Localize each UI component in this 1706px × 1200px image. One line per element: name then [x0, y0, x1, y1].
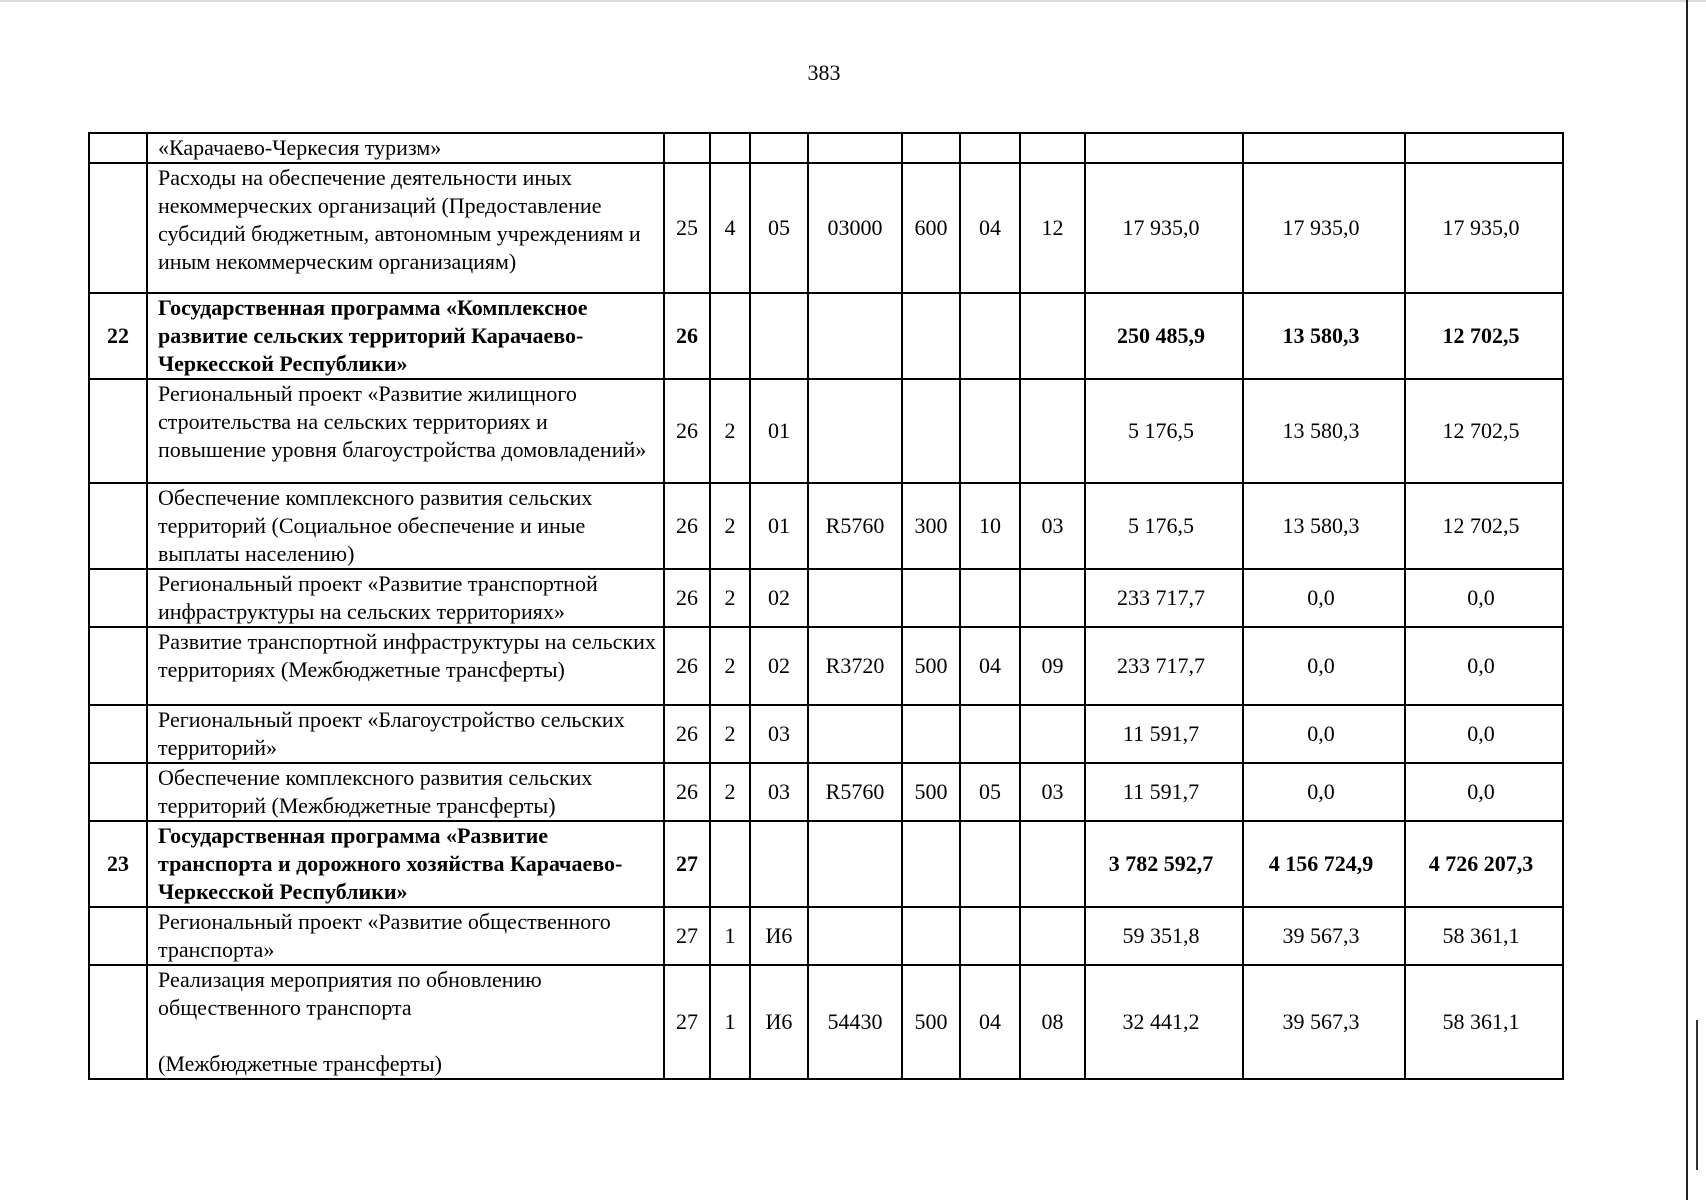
cell-v1: 59 351,8	[1085, 907, 1243, 965]
scan-edge-right	[1686, 0, 1688, 1200]
cell-c1: 26	[664, 379, 710, 483]
cell-v3: 0,0	[1405, 763, 1563, 821]
cell-c7	[1020, 133, 1085, 163]
table-row	[89, 133, 1563, 163]
cell-c1: 27	[664, 907, 710, 965]
cell-v1: 233 717,7	[1085, 569, 1243, 627]
page-number: 383	[807, 60, 841, 85]
cell-no	[89, 379, 147, 483]
cell-no	[89, 569, 147, 627]
cell-v1: 32 441,2	[1085, 965, 1243, 1079]
cell-c2: 2	[710, 483, 750, 569]
cell-c6: 10	[960, 483, 1020, 569]
cell-v3: 4 726 207,3	[1405, 821, 1563, 907]
cell-c6: 05	[960, 763, 1020, 821]
cell-v3: 0,0	[1405, 705, 1563, 763]
table-row	[89, 293, 1563, 379]
cell-c4	[808, 705, 902, 763]
cell-no	[89, 163, 147, 293]
cell-no	[89, 907, 147, 965]
cell-v1: 11 591,7	[1085, 705, 1243, 763]
cell-c3	[750, 133, 808, 163]
cell-c6	[960, 293, 1020, 379]
cell-name: Региональный проект «Благоустройство сельских территорий»	[147, 705, 664, 763]
cell-v2: 17 935,0	[1243, 163, 1405, 293]
cell-c2: 2	[710, 627, 750, 705]
cell-c1	[664, 133, 710, 163]
cell-c2: 2	[710, 569, 750, 627]
cell-c6	[960, 821, 1020, 907]
cell-c3: И6	[750, 907, 808, 965]
table-row	[89, 705, 1563, 763]
cell-v1: 5 176,5	[1085, 379, 1243, 483]
cell-c7: 09	[1020, 627, 1085, 705]
cell-no: 23	[89, 821, 147, 907]
cell-c7	[1020, 293, 1085, 379]
cell-c4	[808, 907, 902, 965]
cell-name: Обеспечение комплексного развития сельских территорий (Межбюджетные трансферты)	[147, 763, 664, 821]
cell-v2: 0,0	[1243, 569, 1405, 627]
cell-c3: 05	[750, 163, 808, 293]
cell-c7	[1020, 705, 1085, 763]
cell-v3: 0,0	[1405, 569, 1563, 627]
cell-c4	[808, 821, 902, 907]
cell-v1: 5 176,5	[1085, 483, 1243, 569]
cell-c5: 500	[902, 763, 960, 821]
cell-v1: 11 591,7	[1085, 763, 1243, 821]
cell-c4: R5760	[808, 763, 902, 821]
cell-c7: 03	[1020, 483, 1085, 569]
cell-c6	[960, 569, 1020, 627]
cell-v3: 17 935,0	[1405, 163, 1563, 293]
cell-c4: 54430	[808, 965, 902, 1079]
cell-c3: И6	[750, 965, 808, 1079]
cell-name: Государственная программа «Комплексное развитие сельских территорий Карачаево-Черкесской Республики»	[147, 293, 664, 379]
cell-v1	[1085, 133, 1243, 163]
cell-c4	[808, 133, 902, 163]
cell-c4	[808, 293, 902, 379]
cell-c2: 1	[710, 965, 750, 1079]
cell-c2: 4	[710, 163, 750, 293]
table-body	[89, 133, 1563, 1079]
cell-c5	[902, 821, 960, 907]
table-row	[89, 163, 1563, 293]
cell-c4	[808, 569, 902, 627]
cell-name: Развитие транспортной инфраструктуры на сельских территориях (Межбюджетные трансферты)	[147, 627, 664, 705]
cell-c2: 1	[710, 907, 750, 965]
cell-c4: R5760	[808, 483, 902, 569]
table-row	[89, 821, 1563, 907]
cell-c1: 26	[664, 293, 710, 379]
cell-v2: 39 567,3	[1243, 965, 1405, 1079]
cell-v3: 58 361,1	[1405, 907, 1563, 965]
cell-c5	[902, 133, 960, 163]
table-row	[89, 907, 1563, 965]
cell-c3: 03	[750, 705, 808, 763]
cell-c5: 300	[902, 483, 960, 569]
cell-name: Расходы на обеспечение деятельности иных некоммерческих организаций (Предоставление субсидий бюджетным, автономным учреждениям и иным некоммерческим организациям)	[147, 163, 664, 293]
cell-c3: 03	[750, 763, 808, 821]
cell-c6: 04	[960, 163, 1020, 293]
cell-c3: 02	[750, 569, 808, 627]
cell-v2: 4 156 724,9	[1243, 821, 1405, 907]
table-row	[89, 569, 1563, 627]
budget-table	[88, 132, 1564, 1080]
scan-edge-tick	[1696, 1020, 1698, 1170]
table-row	[89, 965, 1563, 1079]
cell-v2: 0,0	[1243, 627, 1405, 705]
cell-c7	[1020, 907, 1085, 965]
cell-c2	[710, 293, 750, 379]
cell-c3: 02	[750, 627, 808, 705]
cell-v3: 12 702,5	[1405, 293, 1563, 379]
cell-c2: 2	[710, 705, 750, 763]
cell-v1: 233 717,7	[1085, 627, 1243, 705]
cell-v3: 12 702,5	[1405, 379, 1563, 483]
cell-c1: 26	[664, 763, 710, 821]
cell-c5: 500	[902, 627, 960, 705]
table-row	[89, 483, 1563, 569]
cell-c3: 01	[750, 379, 808, 483]
cell-c5	[902, 293, 960, 379]
cell-c5	[902, 907, 960, 965]
cell-c1: 26	[664, 569, 710, 627]
cell-c6: 04	[960, 627, 1020, 705]
cell-no	[89, 965, 147, 1079]
cell-c7: 12	[1020, 163, 1085, 293]
cell-c6: 04	[960, 965, 1020, 1079]
cell-name: Обеспечение комплексного развития сельских территорий (Социальное обеспечение и иные выплаты населению)	[147, 483, 664, 569]
cell-v1: 250 485,9	[1085, 293, 1243, 379]
cell-name: Региональный проект «Развитие транспортной инфраструктуры на сельских территориях»	[147, 569, 664, 627]
cell-no	[89, 627, 147, 705]
cell-c4: R3720	[808, 627, 902, 705]
cell-c5: 600	[902, 163, 960, 293]
cell-v2: 0,0	[1243, 705, 1405, 763]
cell-c1: 26	[664, 705, 710, 763]
cell-v3: 0,0	[1405, 627, 1563, 705]
cell-c1: 25	[664, 163, 710, 293]
cell-c6	[960, 133, 1020, 163]
cell-v2: 13 580,3	[1243, 293, 1405, 379]
cell-c1: 26	[664, 627, 710, 705]
cell-no: 22	[89, 293, 147, 379]
cell-c7: 08	[1020, 965, 1085, 1079]
cell-v3: 58 361,1	[1405, 965, 1563, 1079]
cell-name: Государственная программа «Развитие транспорта и дорожного хозяйства Карачаево-Черкесской Республики»	[147, 821, 664, 907]
cell-c6	[960, 907, 1020, 965]
cell-no	[89, 133, 147, 163]
cell-c3	[750, 293, 808, 379]
cell-v3: 12 702,5	[1405, 483, 1563, 569]
cell-v1: 3 782 592,7	[1085, 821, 1243, 907]
cell-c2	[710, 821, 750, 907]
cell-name: Региональный проект «Развитие жилищного строительства на сельских территориях и повышение уровня благоустройства домовладений»	[147, 379, 664, 483]
cell-name: «Карачаево-Черкесия туризм»	[147, 133, 664, 163]
cell-c1: 26	[664, 483, 710, 569]
cell-c7	[1020, 821, 1085, 907]
cell-c5	[902, 705, 960, 763]
cell-c3: 01	[750, 483, 808, 569]
cell-c7	[1020, 569, 1085, 627]
cell-v2: 0,0	[1243, 763, 1405, 821]
cell-c6	[960, 705, 1020, 763]
cell-c6	[960, 379, 1020, 483]
cell-c3	[750, 821, 808, 907]
cell-c4: 03000	[808, 163, 902, 293]
cell-c4	[808, 379, 902, 483]
cell-c2: 2	[710, 763, 750, 821]
table-row	[89, 763, 1563, 821]
cell-c1: 27	[664, 821, 710, 907]
table-row	[89, 627, 1563, 705]
cell-c5	[902, 379, 960, 483]
cell-c5	[902, 569, 960, 627]
cell-c2	[710, 133, 750, 163]
cell-c2: 2	[710, 379, 750, 483]
cell-v2: 13 580,3	[1243, 379, 1405, 483]
cell-name: Региональный проект «Развитие общественного транспорта»	[147, 907, 664, 965]
cell-no	[89, 763, 147, 821]
cell-c1: 27	[664, 965, 710, 1079]
cell-v2: 13 580,3	[1243, 483, 1405, 569]
cell-v3	[1405, 133, 1563, 163]
cell-v2: 39 567,3	[1243, 907, 1405, 965]
cell-v1: 17 935,0	[1085, 163, 1243, 293]
cell-v2	[1243, 133, 1405, 163]
cell-c7: 03	[1020, 763, 1085, 821]
cell-c5: 500	[902, 965, 960, 1079]
cell-no	[89, 705, 147, 763]
table-row	[89, 379, 1563, 483]
cell-c7	[1020, 379, 1085, 483]
cell-name: Реализация мероприятия по обновлению общественного транспорта (Межбюджетные трансферты)	[147, 965, 664, 1079]
scan-edge-top	[0, 0, 1706, 2]
cell-no	[89, 483, 147, 569]
